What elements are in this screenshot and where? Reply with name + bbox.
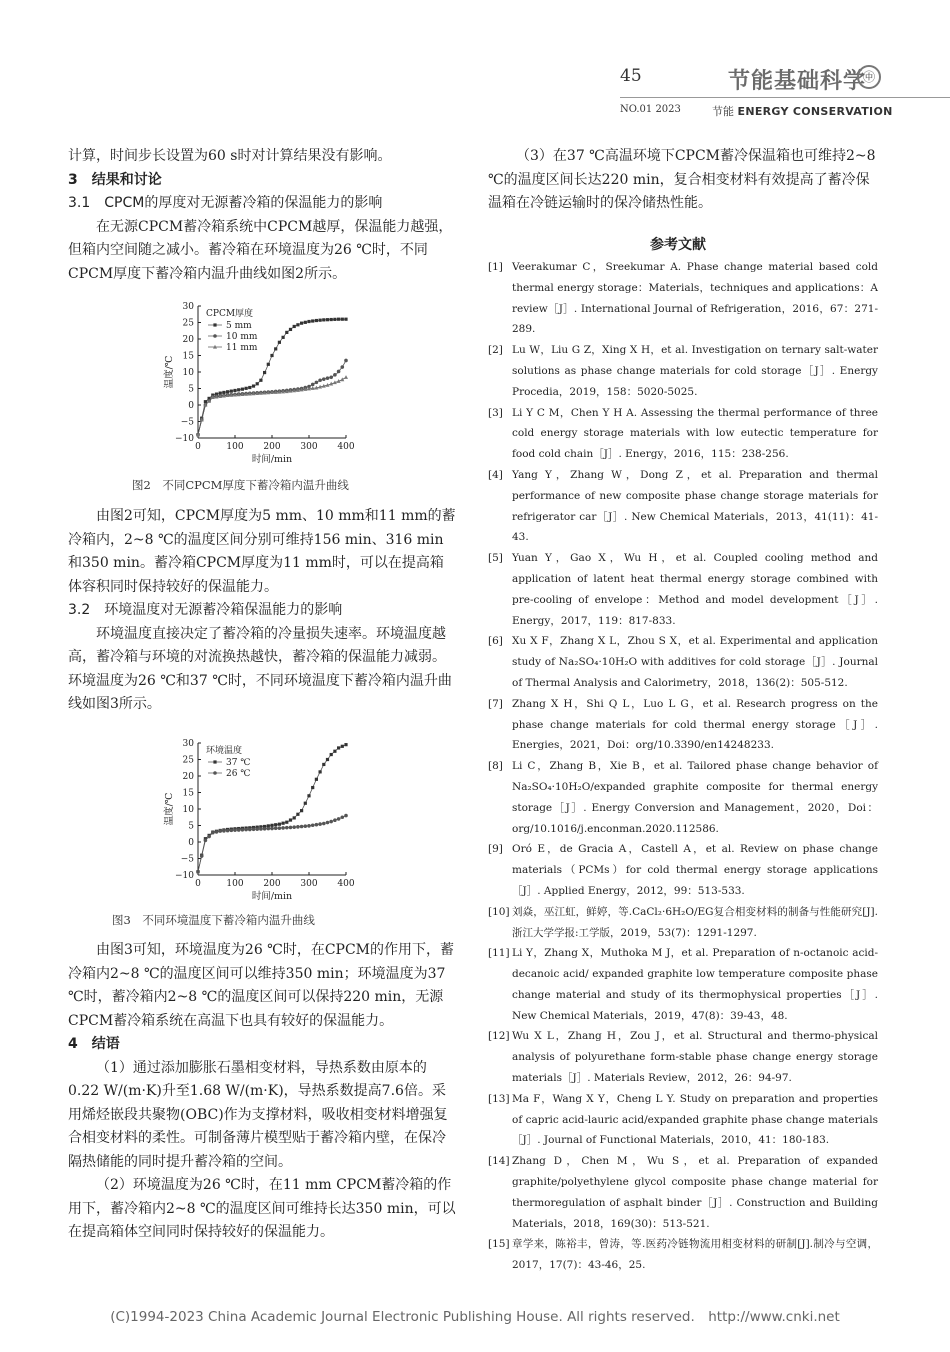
reference-item: [488, 340, 878, 402]
reference-text: Li C，Zhang B，Xie B，et al. Tailored phase change behavior of Na₂SO₄·10H₂O/expanded graphite composite for thermal energy storage［J］. Energy Conversion and Management，2020，Doi：org/10.1016/j.enconman.2020.112586.: [512, 760, 878, 835]
data-point: [315, 319, 318, 322]
reference-item: [488, 839, 878, 901]
reference-item: [488, 694, 878, 756]
data-point: [333, 318, 336, 321]
series-triangle: [196, 375, 348, 436]
magazine-label: [712, 103, 893, 119]
data-point: [278, 823, 281, 826]
legend-entry: [208, 769, 250, 779]
reference-text: 章学来，陈裕丰，曾涛，等.医药冷链物流用相变材料的研制[J].制冷与空调，2017，17(7)：43-46，25.: [512, 1238, 878, 1272]
paragraph-3: 环境温度直接决定了蓄冷箱的冷量损失速率。环境温度越高，蓄冷箱与环境的对流换热越快，蓄冷箱的保温能力减弱。环境温度为26 ℃和37 ℃时，不同环境温度下蓄冷箱内温升曲线如图3所示。: [68, 625, 452, 712]
reference-text: Yang Y，Zhang W，Dong Z，et al. Preparation and thermal performance of new composite phase change storage materials for refrigerator car［J］. New Chemical Materials，2013，41(11)：41-43.: [512, 468, 878, 544]
y-tick-label: 5: [188, 384, 194, 395]
data-point: [226, 390, 229, 393]
legend-marker: [213, 334, 217, 338]
data-point: [207, 835, 211, 839]
data-point: [270, 354, 273, 357]
data-point: [315, 381, 319, 385]
paragraph-7: （3）在37 ℃高温环境下CPCM蓄冷保温箱也可维持2~8 ℃的温度区间长达220 min，复合相变材料有效提高了蓄冷保温箱在冷链运输时的保冷储热性能。: [488, 148, 876, 211]
data-point: [344, 814, 348, 818]
reference-text: Wu X L，Zhang H，Zou J，et al. Structural and thermo-physical analysis of polyurethane form-stable phase change energy storage materials［J］. Materials Review，2012，26：94-97.: [512, 1030, 878, 1085]
data-point: [337, 746, 340, 749]
data-point: [344, 743, 347, 746]
data-point: [233, 389, 236, 392]
data-point: [315, 823, 319, 827]
reference-number: [6]: [488, 635, 503, 648]
paragraph-1: 在无源CPCM蓄冷箱系统中CPCM越厚，保温能力越强，但箱内空间随之减小。蓄冷箱在环境温度为26 ℃时，不同CPCM厚度下蓄冷箱内温升曲线如图2所示。: [68, 218, 453, 282]
data-point: [289, 328, 292, 331]
data-point: [211, 831, 215, 835]
reference-number: [9]: [488, 843, 503, 856]
data-point: [270, 824, 273, 827]
reference-number: [14]: [488, 1155, 510, 1168]
y-tick-label: 15: [182, 788, 194, 799]
data-point: [311, 383, 315, 387]
reference-item: [488, 548, 878, 631]
reference-number: [3]: [488, 406, 503, 419]
reference-item: [488, 1089, 878, 1151]
reference-number: [1]: [488, 261, 503, 273]
y-tick-label: 25: [182, 755, 194, 766]
data-point: [278, 826, 282, 830]
data-point: [226, 829, 230, 833]
figure-2-caption: 图2 不同CPCM厚度下蓄冷箱内温升曲线: [132, 478, 349, 492]
data-point: [245, 387, 248, 390]
data-point: [326, 318, 329, 321]
y-tick-label: 30: [182, 302, 194, 312]
paragraph-0: 计算，时间步长设置为60 s时对计算结果没有影响。: [68, 148, 392, 164]
reference-text: 刘焱，巫江虹，鲜婷，等.CaCl₂·6H₂O/EG复合相变材料的制备与性能研究[J].浙江大学学报:工学版，2019，53(7)：1291-1297.: [512, 905, 878, 939]
data-point: [282, 336, 285, 339]
data-point: [222, 829, 226, 833]
data-point: [259, 827, 263, 831]
reference-number: [13]: [488, 1092, 510, 1105]
data-point: [237, 388, 240, 391]
data-point: [263, 371, 266, 374]
reference-item: [488, 902, 878, 944]
data-point: [322, 377, 326, 381]
data-point: [255, 827, 259, 831]
reference-item: [488, 257, 878, 340]
data-point: [233, 828, 237, 832]
reference-number: [4]: [488, 468, 503, 481]
data-point: [311, 823, 315, 827]
y-tick-label: 10: [182, 805, 194, 815]
data-point: [300, 825, 304, 829]
reference-item: [488, 403, 878, 465]
data-point: [241, 828, 245, 832]
x-tick-label: 0: [195, 442, 201, 452]
series-line: [198, 319, 346, 435]
data-point: [304, 802, 307, 805]
y-tick-label: 0: [188, 838, 194, 848]
section-4-heading: 4 结语: [68, 1036, 120, 1052]
data-point: [263, 827, 267, 831]
data-point: [326, 821, 330, 825]
data-point: [318, 822, 322, 826]
data-point: [230, 829, 234, 833]
y-tick-label: 5: [188, 821, 194, 832]
reference-list: [488, 257, 878, 1276]
data-point: [248, 386, 251, 389]
y-tick-label: −10: [175, 871, 194, 881]
reference-text: Li Y C M，Chen Y H A. Assessing the thermal performance of three cold energy storage materials with low eutectic temperature for food cold chain［J］. Energy，2016，115：238-256.: [512, 406, 878, 461]
data-point: [274, 823, 277, 826]
y-tick-label: −10: [175, 434, 194, 444]
legend-label: 11 mm: [226, 343, 258, 353]
y-tick-label: 30: [182, 739, 194, 749]
reference-number: [10]: [488, 905, 510, 918]
paragraph-4: 由图3可知，环境温度为26 ℃时，在CPCM的作用下，蓄冷箱内2~8 ℃的温度区间可以维持350 min；环境温度为37 ℃时，蓄冷箱内2~8 ℃的温度区间可以保持220 min，无源CPCM蓄冷箱系统在高温下也具有较好的保温能力。: [68, 942, 455, 1029]
reference-item: [488, 756, 878, 839]
paragraph-6: （2）环境温度为26 ℃时，在11 mm CPCM蓄冷箱的作用下，蓄冷箱内2~8 ℃的温度区间可维持长达350 min，可以在提高箱体空间同时保持较好的保温能力。: [68, 1177, 456, 1240]
paragraph-2: 由图2可知，CPCM厚度为5 mm、10 mm和11 mm的蓄冷箱内，2~8 ℃的温度区间分别可维持156 min、316 min和350 min。蓄冷箱CPCM厚度为11 mm时，可以在提高箱体容积同时保持较好的保温能力。: [68, 508, 456, 595]
data-point: [333, 750, 336, 753]
paragraph-5: （1）通过添加膨胀石墨相变材料，导热系数由原本的0.22 W/(m·K)升至1.68 W/(m·K)，导热系数提高7.6倍。采用烯烃嵌段共聚物(OBC)作为支撑材料，吸收相变材料增强复合相变材料的柔性。可制备薄片模型贴于蓄冷箱内壁，在保冷隔热储能的同时提升蓄冷箱的空间。: [68, 1059, 448, 1170]
figure-3-caption: 图3 不同环境温度下蓄冷箱内温升曲线: [112, 913, 315, 927]
data-point: [307, 320, 310, 323]
x-tick-label: 100: [226, 879, 244, 889]
data-point: [196, 870, 200, 874]
data-point: [218, 829, 222, 833]
data-point: [341, 318, 344, 321]
reference-text: Zhang D，Chen M，Wu S，et al. Preparation of expanded graphite/polyethylene glycol composite phase change material for thermoregulation of asphalt binder［J］. Construction and Building Materials，2018，169(30)：513-521.: [512, 1155, 878, 1230]
reference-number: [15]: [488, 1238, 510, 1251]
legend-marker: [213, 760, 216, 763]
data-point: [307, 824, 311, 828]
reference-item: [488, 1026, 878, 1088]
data-point: [311, 319, 314, 322]
reference-text: Xu X F，Zhang X L，Zhou S X，et al. Experimental and application study of Na₂SO₄·10H₂O with additives for cold storage［J］. Journal of Thermal Analysis and Calorimetry，2018，136(2)：505-512.: [512, 635, 878, 689]
data-point: [315, 778, 318, 781]
data-point: [267, 827, 271, 831]
data-point: [252, 384, 255, 387]
x-tick-label: 200: [263, 879, 281, 889]
data-point: [204, 839, 208, 843]
legend-marker: [213, 323, 216, 326]
x-tick-label: 400: [337, 442, 355, 452]
reference-text: Zhang X H，Shi Q L，Luo L G，et al. Research progress on the phase change materials for cold thermal energy storage［J］. Energies，2021，Doi：org/10.3390/en14248233.: [512, 697, 878, 752]
data-point: [296, 825, 300, 829]
reference-item: [488, 465, 878, 548]
x-tick-label: 400: [337, 879, 355, 889]
reference-item: [488, 1151, 878, 1234]
copyright-footer: (C)1994-2023 China Academic Journal Electronic Publishing House. All rights reserved. http://www.cnki.net: [110, 1309, 840, 1325]
data-point: [333, 818, 337, 822]
data-point: [326, 758, 329, 761]
y-axis-label: 温度/℃: [164, 355, 175, 389]
legend-title: 环境温度: [206, 746, 243, 756]
data-point: [330, 753, 333, 756]
y-tick-label: 20: [182, 772, 194, 782]
legend-entry: [208, 332, 258, 342]
series-square: [196, 318, 347, 437]
reference-number: [7]: [488, 697, 503, 710]
legend-label: 5 mm: [226, 321, 252, 331]
x-tick-label: 0: [195, 879, 201, 889]
data-point: [259, 379, 262, 382]
legend-title: CPCM厚度: [206, 309, 254, 319]
data-point: [289, 818, 292, 821]
data-point: [330, 318, 333, 321]
reference-item: [488, 943, 878, 1026]
data-point: [278, 341, 281, 344]
data-point: [252, 827, 256, 831]
reference-number: [5]: [488, 552, 503, 565]
legend-entry: [208, 758, 250, 768]
data-point: [304, 824, 308, 828]
data-point: [344, 375, 348, 379]
legend-label: 10 mm: [226, 332, 258, 342]
reference-text: Ma F，Wang X Y，Cheng L Y. Study on preparation and properties of capric acid-lauric acid/expanded graphite phase change materials［J］. Journal of Functional Materials，2010，41：180-183.: [512, 1092, 878, 1147]
reference-number: [11]: [488, 947, 510, 960]
figure-2: [160, 296, 360, 471]
legend-marker: [213, 771, 217, 775]
data-point: [282, 822, 285, 825]
y-axis-label: 温度/℃: [164, 792, 175, 826]
y-tick-label: −5: [180, 417, 194, 428]
magazine-cn: 节能: [712, 105, 734, 118]
data-point: [319, 770, 322, 773]
legend-entry: [208, 343, 258, 353]
reference-text: Oró E，de Gracia A，Castell A，et al. Review on phase change materials（PCMs）for cold thermal energy storage applications［J］. Applied Energy，2012，99：513-533.: [512, 843, 878, 897]
data-point: [285, 331, 288, 334]
data-point: [222, 391, 225, 394]
legend-entry: [208, 321, 252, 331]
y-tick-label: −5: [180, 854, 194, 865]
journal-title: 节能基础科学: [728, 69, 867, 94]
page-number: 45: [620, 66, 642, 86]
data-point: [293, 325, 296, 328]
data-point: [274, 827, 278, 831]
data-point: [285, 821, 288, 824]
journal-logo-icon: ㊥: [857, 65, 881, 89]
section-3-1-heading: 3.1 CPCM的厚度对无源蓄冷箱的保温能力的影响: [68, 195, 383, 211]
data-point: [200, 854, 204, 858]
data-point: [237, 828, 241, 832]
series-square: [196, 743, 347, 873]
data-point: [333, 373, 337, 377]
x-tick-label: 200: [263, 442, 281, 452]
data-point: [307, 794, 310, 797]
data-point: [337, 318, 340, 321]
data-point: [270, 827, 274, 831]
x-tick-label: 100: [226, 442, 244, 452]
reference-text: Veerakumar C，Sreekumar A. Phase change material based cold thermal energy storage：Materials，techniques and applications：A review［J］. International Journal of Refrigeration，2016，67：271-289.: [512, 261, 878, 336]
reference-item: [488, 1234, 878, 1276]
data-point: [267, 363, 270, 366]
data-point: [322, 763, 325, 766]
data-point: [296, 323, 299, 326]
reference-number: [2]: [488, 344, 503, 357]
section-3-heading: 3 结果和讨论: [68, 171, 162, 188]
data-point: [293, 816, 296, 819]
figure-2-chart: [160, 296, 360, 471]
series-circle: [196, 814, 348, 874]
data-point: [285, 826, 289, 830]
data-point: [318, 378, 322, 382]
figure-3-chart: [160, 733, 360, 908]
references-heading: 参考文献: [650, 237, 706, 253]
data-point: [329, 820, 333, 824]
header-rule: [620, 97, 950, 98]
issue-label: NO.01 2023: [620, 104, 681, 115]
data-point: [300, 322, 303, 325]
reference-number: [8]: [488, 760, 503, 773]
x-axis-label: 时间/min: [251, 891, 293, 902]
x-axis-label: 时间/min: [251, 454, 293, 465]
data-point: [311, 786, 314, 789]
data-point: [340, 377, 344, 381]
y-tick-label: 20: [182, 335, 194, 345]
data-point: [319, 319, 322, 322]
data-point: [341, 745, 344, 748]
left-column-bottom: [68, 939, 456, 1245]
data-point: [322, 318, 325, 321]
x-tick-label: 300: [300, 879, 318, 889]
right-column-top: [488, 145, 878, 216]
data-point: [304, 321, 307, 324]
data-point: [329, 375, 333, 379]
reference-text: Li Y，Zhang X，Muthoka M J，et al. Preparation of n-octanoic acid-decanoic acid/ expanded graphite low temperature composite phase change material and study of its thermophysical properties［J］. New Chemical Materials，2019，47(8)：39-43，48.: [512, 947, 878, 1022]
data-point: [344, 318, 347, 321]
legend-label: 37 ℃: [226, 758, 251, 768]
magazine-en: ENERGY CONSERVATION: [737, 105, 893, 118]
data-point: [337, 817, 341, 821]
data-point: [281, 826, 285, 830]
reference-text: Lu W，Liu G Z，Xing X H，et al. Investigation on ternary salt-water solutions as phase change materials for cold storage［J］. Energy Procedia，2019，158：5020-5025.: [512, 344, 878, 398]
data-point: [241, 388, 244, 391]
y-tick-label: 10: [182, 368, 194, 378]
data-point: [341, 815, 345, 819]
data-point: [215, 830, 219, 834]
legend-label: 26 ℃: [226, 769, 251, 779]
y-tick-label: 15: [182, 351, 194, 362]
data-point: [341, 365, 345, 369]
section-3-2-heading: 3.2 环境温度对无源蓄冷箱保温能力的影响: [68, 602, 343, 618]
data-point: [296, 813, 299, 816]
y-tick-label: 0: [188, 401, 194, 411]
data-point: [274, 347, 277, 350]
data-point: [344, 359, 348, 363]
left-column-mid: [68, 505, 456, 717]
reference-text: Yuan Y，Gao X，Wu H，et al. Coupled cooling method and application of latent heat thermal energy storage combined with pre-cooling of envelope：Method and model development［J］. Energy，2017，119：817-833.: [512, 552, 878, 627]
left-column-top: [68, 145, 456, 286]
data-point: [289, 826, 293, 830]
reference-number: [12]: [488, 1030, 510, 1043]
data-point: [248, 828, 252, 832]
data-point: [337, 370, 341, 374]
data-point: [326, 376, 330, 380]
x-tick-label: 300: [300, 442, 318, 452]
data-point: [300, 809, 303, 812]
data-point: [292, 825, 296, 829]
reference-item: [488, 631, 878, 693]
data-point: [230, 390, 233, 393]
figure-3: [160, 733, 360, 908]
data-point: [322, 822, 326, 826]
data-point: [244, 828, 248, 832]
data-point: [256, 382, 259, 385]
y-tick-label: 25: [182, 318, 194, 329]
